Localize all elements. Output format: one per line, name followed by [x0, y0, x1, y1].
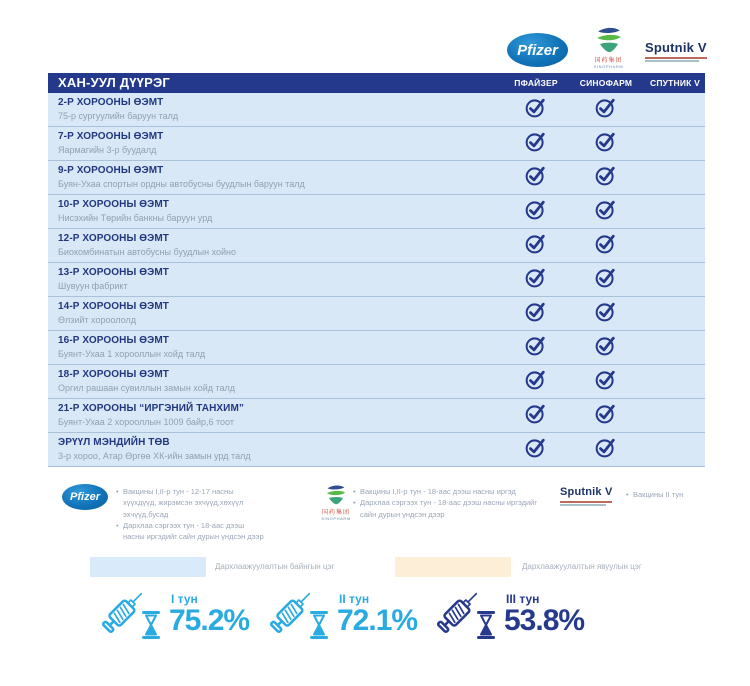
- table-row: [48, 93, 705, 127]
- sinopharm-footnote: [352, 486, 540, 520]
- dose-percentage: 75.2%: [169, 604, 250, 637]
- sputnik-footnote: [625, 489, 720, 500]
- vaccine-available-check-icon: [594, 130, 618, 157]
- vaccine-available-check-icon: [594, 266, 618, 293]
- table-row: [48, 263, 705, 297]
- dose-label: II тун: [339, 592, 370, 606]
- vaccine-available-check-icon: [594, 198, 618, 225]
- sputnik-tagline-bar: [560, 501, 612, 503]
- sputnik-v-logo-text: Sputnik V: [560, 486, 613, 498]
- dose-label: III тун: [506, 592, 540, 606]
- legend-swatch-permanent-point: [90, 557, 206, 577]
- pfizer-logo-text: Pfizer: [70, 491, 100, 503]
- legend-label-mobile-point: Дархлаажуулалтын явуулын цэг: [522, 562, 642, 571]
- vaccine-available-check-icon: [524, 402, 548, 429]
- site-location: Өлзийт хороололд: [58, 315, 136, 325]
- footnote-item: • Вакцины II тун: [633, 489, 720, 500]
- hourglass-icon: [477, 611, 495, 639]
- table-row: [48, 229, 705, 263]
- site-name: 13-Р ХОРООНЫ ӨЭМТ: [58, 267, 170, 278]
- vaccine-available-check-icon: [524, 164, 548, 191]
- footnote-item: • Вакцины I,II-р тун - 18-аас дээш насны иргэд: [360, 486, 540, 497]
- vaccine-available-check-icon: [524, 334, 548, 361]
- hourglass-icon: [310, 611, 328, 639]
- footnote-item: • Дархлаа сэргээх тун - 18-аас дээш насны иргэдийг сайн дурын үндсэн дээр: [360, 497, 540, 520]
- site-location: Оргил рашаан сувиллын замын хойд талд: [58, 383, 236, 393]
- table-row: [48, 399, 705, 433]
- column-header-sputnik: СПУТНИК V: [650, 78, 700, 88]
- vaccine-available-check-icon: [594, 164, 618, 191]
- vaccine-available-check-icon: [594, 334, 618, 361]
- sinopharm-swoosh-icon: [594, 26, 624, 53]
- sputnik-tagline-bar: [645, 57, 707, 59]
- sputnik-v-logo-text: Sputnik V: [645, 40, 707, 55]
- sinopharm-swoosh-icon: [324, 484, 348, 505]
- table-row: [48, 161, 705, 195]
- sinopharm-chinese-text: 国药集团: [594, 58, 623, 64]
- vaccine-available-check-icon: [524, 436, 548, 463]
- sinopharm-logo-small: [318, 484, 354, 521]
- site-location: Буян-Ухаа спортын ордны автобусны буудлын баруун талд: [58, 179, 305, 189]
- site-name: 10-Р ХОРООНЫ ӨЭМТ: [58, 199, 170, 210]
- vaccine-available-check-icon: [594, 436, 618, 463]
- table-row: [48, 297, 705, 331]
- site-name: 2-Р ХОРООНЫ ӨЭМТ: [58, 97, 164, 108]
- vaccine-available-check-icon: [524, 300, 548, 327]
- column-header-sinopharm: СИНОФАРМ: [579, 78, 633, 88]
- vaccine-available-check-icon: [524, 368, 548, 395]
- site-name: 21-Р ХОРООНЫ “ИРГЭНИЙ ТАНХИМ”: [58, 403, 245, 414]
- vaccine-available-check-icon: [524, 96, 548, 123]
- sputnik-v-logo-small: [560, 487, 613, 506]
- sinopharm-logo: [586, 26, 631, 69]
- vaccine-available-check-icon: [524, 130, 548, 157]
- vaccine-available-check-icon: [524, 232, 548, 259]
- legend-swatch-mobile-point: [395, 557, 511, 577]
- site-location: 3-р хороо, Атар Өргөө ХК-ийн замын урд талд: [58, 451, 251, 461]
- site-location: Нисэхийн Төрийн банкны баруун урд: [58, 213, 213, 223]
- vaccination-table-rows: [48, 93, 705, 467]
- table-row: [48, 331, 705, 365]
- vaccine-available-check-icon: [524, 198, 548, 225]
- pfizer-logo: [507, 33, 568, 67]
- site-name: 16-Р ХОРООНЫ ӨЭМТ: [58, 335, 170, 346]
- site-name: ЭРҮҮЛ МЭНДИЙН ТӨВ: [58, 437, 170, 448]
- footnote-item: • Вакцины I,II-р тун - 12-17 насны хүүхдүүд, жирэмсэн эхчүүд,хөхүүл эхчүүд,бусад: [123, 486, 267, 520]
- vaccine-available-check-icon: [594, 300, 618, 327]
- pfizer-logo-text: Pfizer: [517, 41, 558, 59]
- pfizer-footnote: [115, 486, 267, 542]
- hourglass-icon: [142, 611, 160, 639]
- sinopharm-chinese-text: 国药集团: [321, 510, 350, 516]
- vaccine-available-check-icon: [594, 368, 618, 395]
- sputnik-tagline-bar: [560, 504, 606, 506]
- vaccine-available-check-icon: [594, 232, 618, 259]
- table-header-bar: [48, 73, 705, 93]
- site-location: Шувуун фабрикт: [58, 281, 128, 291]
- sinopharm-english-text: SINOPHARM: [593, 64, 624, 69]
- site-name: 9-Р ХОРООНЫ ӨЭМТ: [58, 165, 164, 176]
- vaccine-available-check-icon: [594, 96, 618, 123]
- table-row: [48, 195, 705, 229]
- vaccine-available-check-icon: [594, 402, 618, 429]
- site-location: 75-р сургуулийн баруун талд: [58, 111, 179, 121]
- table-row: [48, 127, 705, 161]
- legend-label-permanent-point: Дархлаажуулалтын байнгын цэг: [215, 562, 335, 571]
- dose-1-stat: [95, 583, 265, 661]
- site-location: Буянт-Ухаа 1 хорооллын хойд талд: [58, 349, 206, 359]
- sputnik-v-logo: [645, 41, 707, 62]
- district-title: ХАН-УУЛ ДҮҮРЭГ: [58, 75, 170, 90]
- dose-percentage: 72.1%: [337, 604, 418, 637]
- table-row: [48, 365, 705, 399]
- site-name: 18-Р ХОРООНЫ ӨЭМТ: [58, 369, 170, 380]
- sputnik-tagline-bar: [645, 60, 699, 62]
- pfizer-logo-small: [62, 484, 108, 510]
- column-header-pfizer: ПФАЙЗЕР: [514, 78, 558, 88]
- table-row: [48, 433, 705, 467]
- site-name: 12-Р ХОРООНЫ ӨЭМТ: [58, 233, 170, 244]
- dose-percentage: 53.8%: [504, 604, 585, 637]
- dose-3-stat: [430, 583, 600, 661]
- site-name: 14-Р ХОРООНЫ ӨЭМТ: [58, 301, 170, 312]
- site-name: 7-Р ХОРООНЫ ӨЭМТ: [58, 131, 164, 142]
- sinopharm-english-text: SINOPHARM: [321, 516, 351, 521]
- dose-label: I тун: [171, 592, 198, 606]
- site-location: Буянт-Ухаа 2 хорооллын 1009 байр,6 тоот: [58, 417, 234, 427]
- dose-2-stat: [263, 583, 433, 661]
- vaccine-available-check-icon: [524, 266, 548, 293]
- footnote-item: • Дархлаа сэргээх тун - 18-аас дээш насны иргэдийг сайн дурын үндсэн дээр: [123, 520, 267, 543]
- site-location: Яармагийн 3-р буудалд: [58, 145, 157, 155]
- site-location: Биокомбинатын автобусны буудлын хойно: [58, 247, 237, 257]
